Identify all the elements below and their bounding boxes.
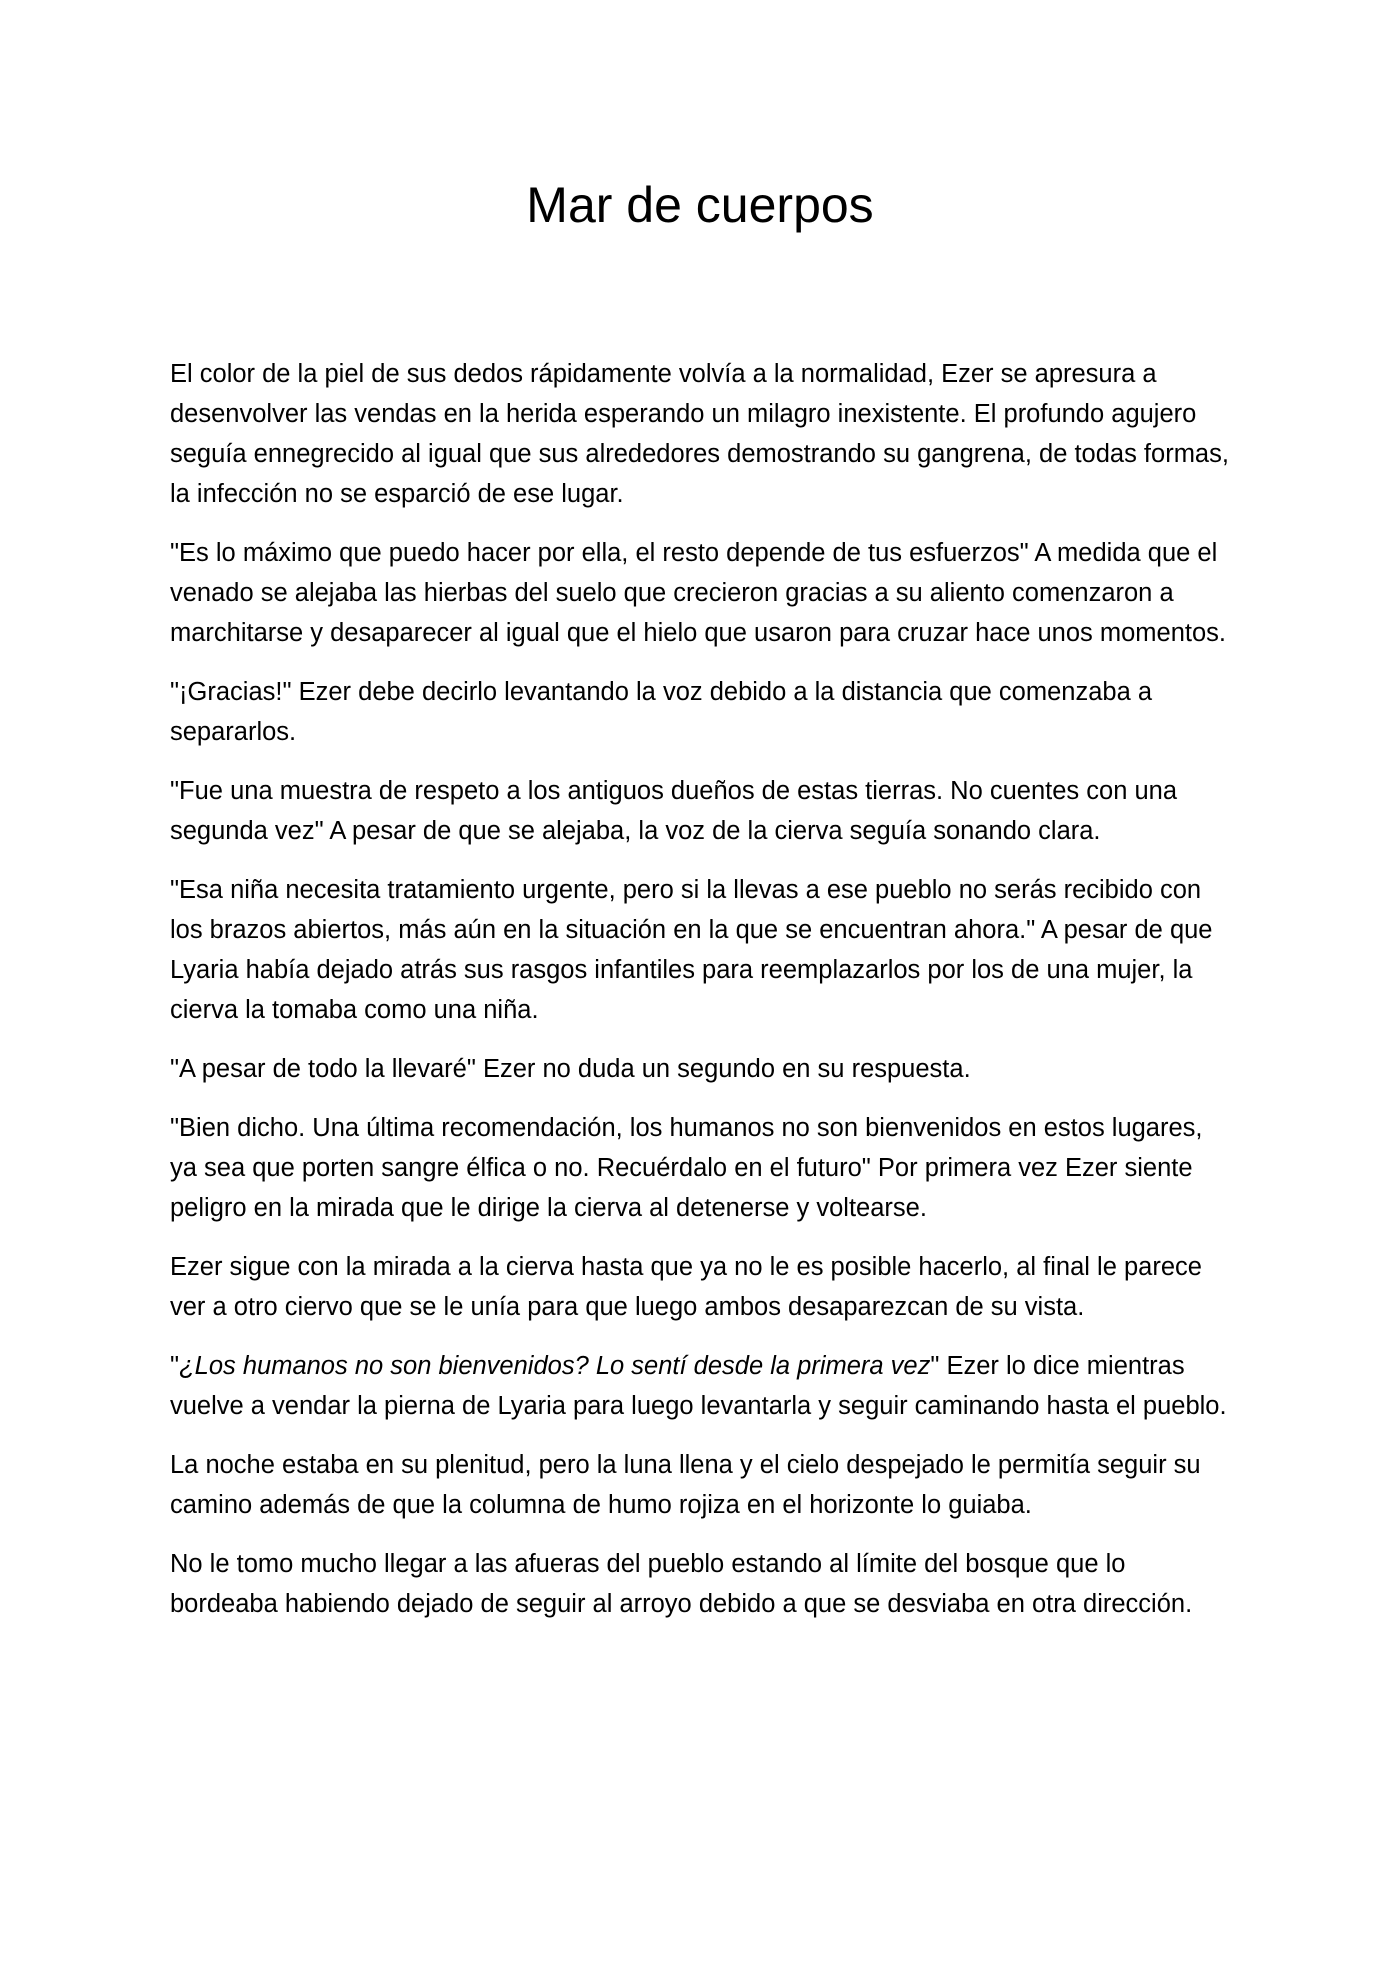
paragraph: "Es lo máximo que puedo hacer por ella, el resto depende de tus esfuerzos" A medida que el venado se alejaba las hierbas del suelo que crecieron gracias a su aliento comenzaron a marchitarse y desaparecer al igual que el hielo que usaron para cruzar hace unos momentos. bbox=[170, 539, 1227, 647]
paragraph-with-italic-quote bbox=[170, 1346, 1235, 1426]
paragraph: Ezer sigue con la mirada a la cierva hasta que ya no le es posible hacerlo, al final le parece ver a otro ciervo que se le unía para que luego ambos desaparezcan de su vista. bbox=[170, 1253, 1202, 1321]
paragraph: El color de la piel de sus dedos rápidamente volvía a la normalidad, Ezer se apresura a desenvolver las vendas en la herida esperando un milagro inexistente. El profundo agujero seguía ennegrecido al igual que sus alrededores demostrando su gangrena, de todas formas, la infección no se esparció de ese lugar. bbox=[170, 360, 1229, 508]
paragraph: "Bien dicho. Una última recomendación, los humanos no son bienvenidos en estos lugares, ya sea que porten sangre élfica o no. Recuérdalo en el futuro" Por primera vez Ezer siente peligro en la mirada que le dirige la cierva al detenerse y voltearse. bbox=[170, 1114, 1203, 1222]
italic-quote: ¿Los humanos no son bienvenidos? Lo sentí desde la primera vez bbox=[179, 1352, 931, 1380]
page-title: Mar de cuerpos bbox=[526, 177, 874, 233]
paragraph-rest: " Ezer lo dice mientras vuelve a vendar la pierna de Lyaria para luego levantarla y seguir caminando hasta el pueblo. bbox=[170, 1352, 1227, 1420]
paragraph: No le tomo mucho llegar a las afueras del pueblo estando al límite del bosque que lo bordeaba habiendo dejado de seguir al arroyo debido a que se desviaba en otra dirección. bbox=[170, 1550, 1193, 1618]
quote-open: " bbox=[170, 1352, 180, 1380]
paragraph: "Fue una muestra de respeto a los antiguos dueños de estas tierras. No cuentes con una segunda vez" A pesar de que se alejaba, la voz de la cierva seguía sonando clara. bbox=[170, 777, 1178, 845]
paragraph: "¡Gracias!" Ezer debe decirlo levantando la voz debido a la distancia que comenzaba a separarlos. bbox=[170, 678, 1153, 746]
document-body bbox=[170, 354, 1235, 1643]
paragraph: La noche estaba en su plenitud, pero la luna llena y el cielo despejado le permitía seguir su camino además de que la columna de humo rojiza en el horizonte lo guiaba. bbox=[170, 1451, 1201, 1519]
paragraph: "Esa niña necesita tratamiento urgente, pero si la llevas a ese pueblo no serás recibido con los brazos abiertos, más aún en la situación en la que se encuentran ahora." A pesar de que Lyaria había dejado atrás sus rasgos infantiles para reemplazarlos por los de una mujer, la cierva la tomaba como una niña. bbox=[170, 876, 1213, 1024]
paragraph: "A pesar de todo la llevaré" Ezer no duda un segundo en su respuesta. bbox=[170, 1055, 971, 1083]
